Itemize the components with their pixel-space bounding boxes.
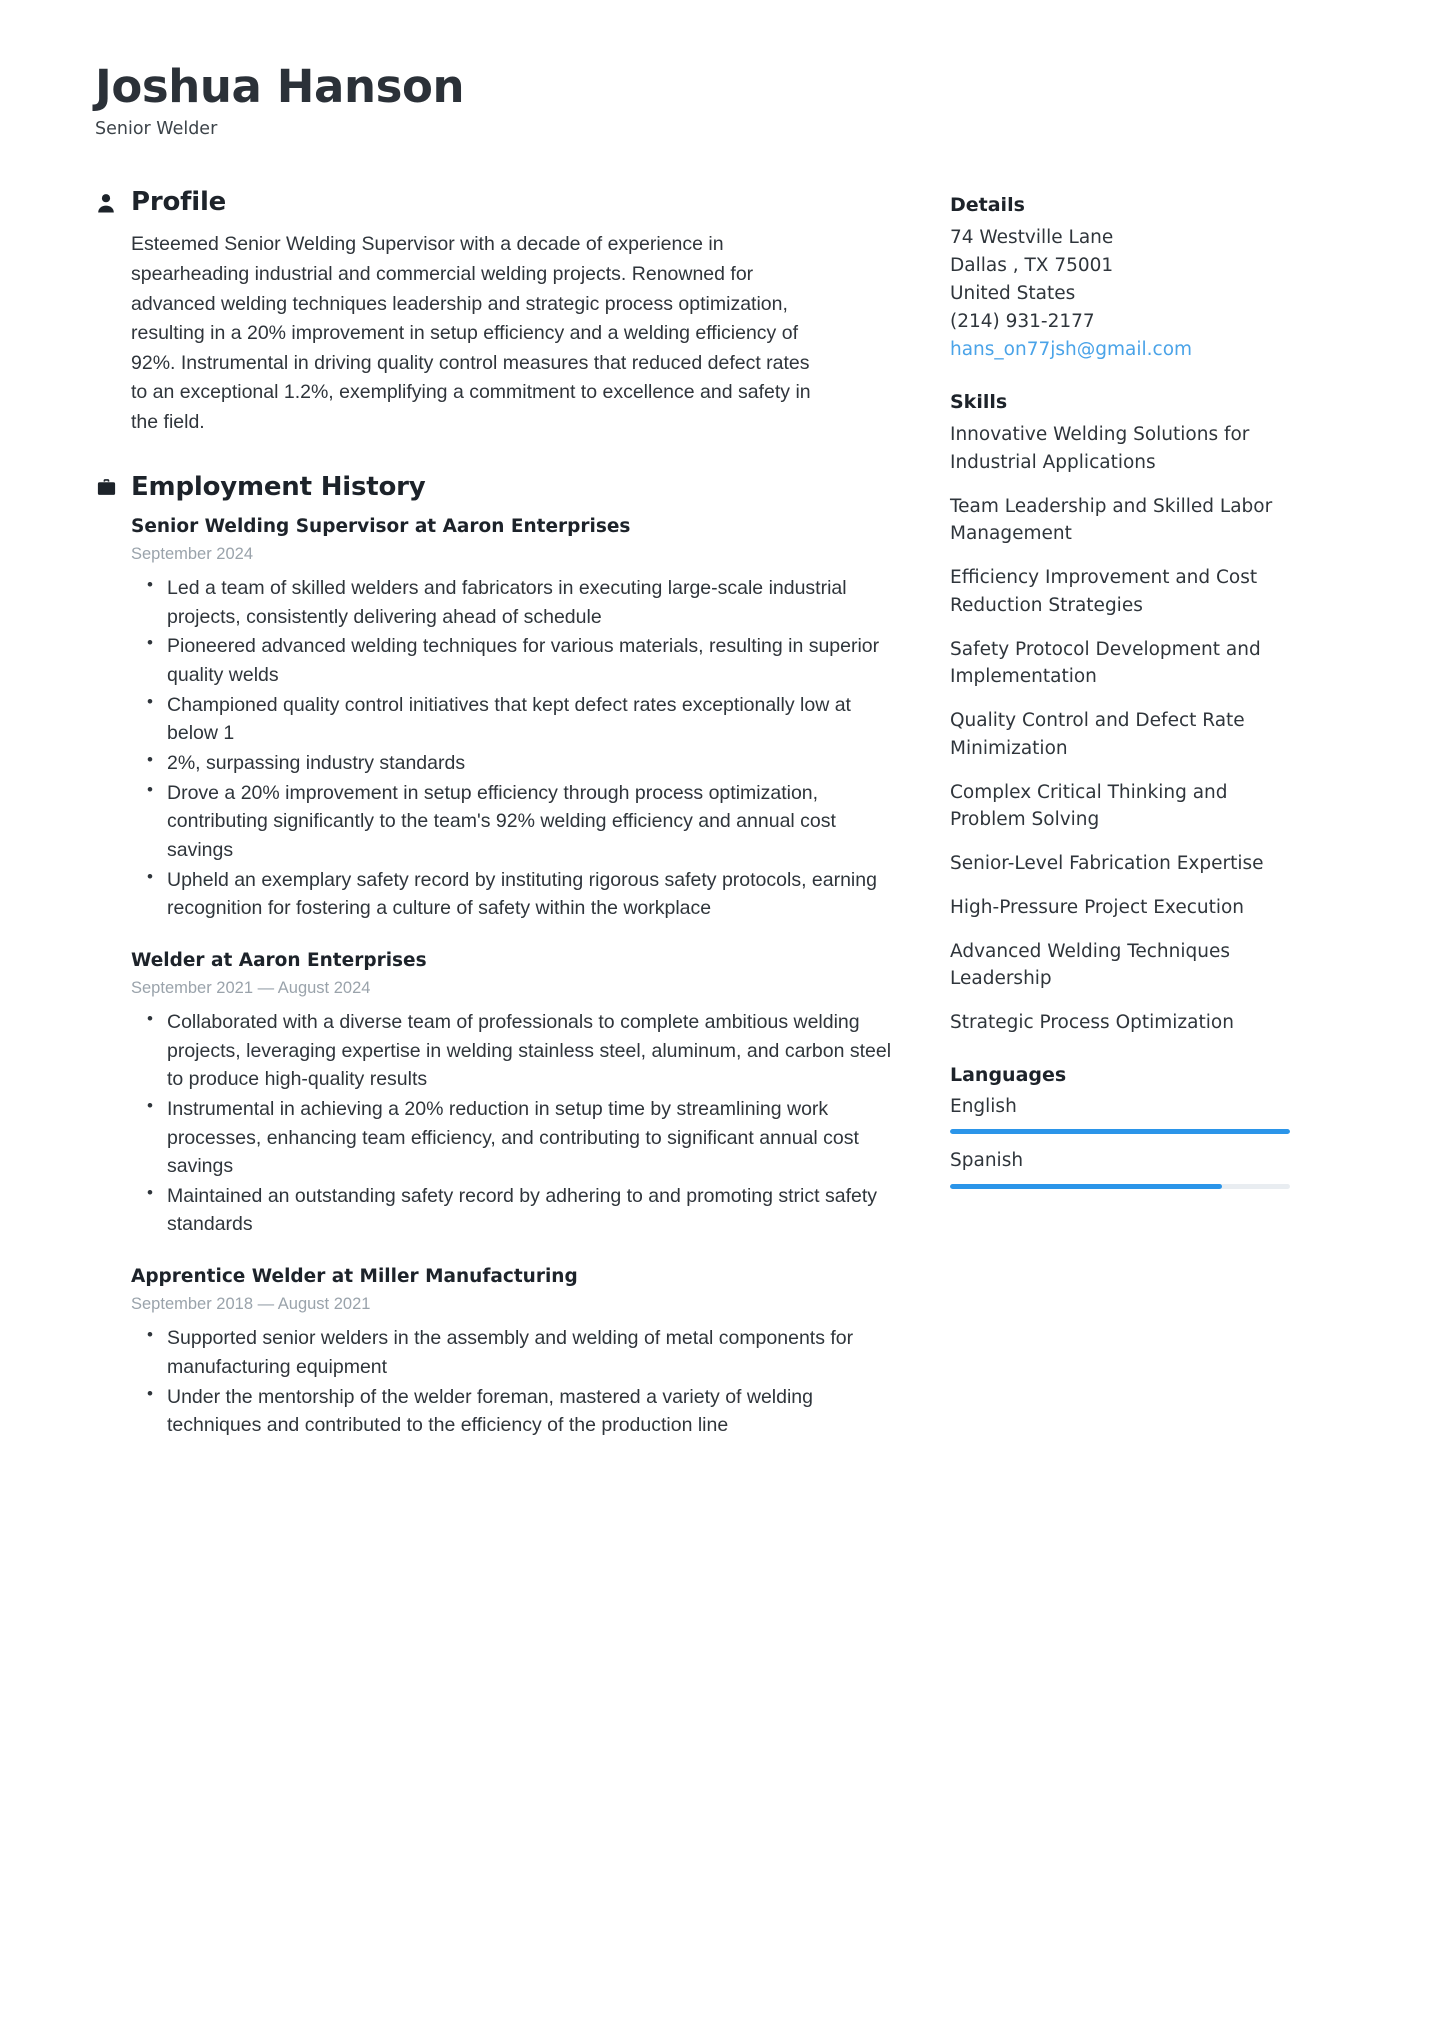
skill-item: Safety Protocol Development and Implementation xyxy=(950,638,1261,688)
language-level-bar xyxy=(950,1129,1290,1134)
detail-email-link[interactable]: hans_on77jsh@gmail.com xyxy=(950,339,1193,361)
profile-text: Esteemed Senior Welding Supervisor with a decade of experience in spearheading industrial and commercial welding projects. Renowned for advanced welding techniques leadership and strategic process optimization, resulting in a 20% improvement in setup efficiency and a welding efficiency of 92%. Instrumental in driving quality control measures that reduced defect rates to an exceptional 1.2%, exemplifying a commitment to excellence and safety in the field. xyxy=(131,233,811,434)
detail-address-line1: 74 Westville Lane xyxy=(950,226,1114,248)
job-bullet: • Led a team of skilled welders and fabricators in executing large-scale industrial projects, consistently delivering ahead of schedule xyxy=(131,574,902,631)
briefcase-icon xyxy=(95,478,117,497)
candidate-name: Joshua Hanson xyxy=(95,60,465,113)
job-bullet: • Supported senior welders in the assembly and welding of metal components for manufacturing equipment xyxy=(131,1324,902,1381)
profile-heading: Profile xyxy=(131,187,227,218)
job-date-range: September 2018 — August 2021 xyxy=(131,1295,371,1314)
skill-item: Innovative Welding Solutions for Industrial Applications xyxy=(950,424,1250,473)
job-bullet: • Collaborated with a diverse team of professionals to complete ambitious welding projects, leveraging expertise in welding stainless steel, aluminum, and carbon steel to produce high-quality results xyxy=(131,1008,902,1094)
profile-section xyxy=(95,187,902,438)
skill-item: Quality Control and Defect Rate Minimization xyxy=(950,710,1245,759)
job-bullet-list xyxy=(131,1008,902,1239)
language-name: Spanish xyxy=(950,1150,1024,1172)
language-item xyxy=(950,1094,1290,1135)
job-entry xyxy=(131,1265,902,1440)
person-icon xyxy=(95,193,117,213)
detail-country: United States xyxy=(950,283,1076,305)
job-date-range: September 2024 xyxy=(131,544,254,563)
skill-item: Strategic Process Optimization xyxy=(950,1012,1234,1034)
details-block xyxy=(950,193,1290,364)
job-bullet: • Maintained an outstanding safety record by adhering to and promoting strict safety standards xyxy=(131,1182,902,1239)
skills-heading: Skills xyxy=(950,391,1008,414)
language-name: English xyxy=(950,1095,1017,1117)
job-entry xyxy=(131,515,902,923)
skill-item: High-Pressure Project Execution xyxy=(950,896,1245,918)
candidate-job-title: Senior Welder xyxy=(95,119,218,140)
profile-body xyxy=(95,230,902,437)
job-bullet-list xyxy=(131,574,902,923)
job-bullet: • Upheld an exemplary safety record by instituting rigorous safety protocols, earning recognition for fostering a culture of safety within the workplace xyxy=(131,866,902,923)
job-bullet: • 2%, surpassing industry standards xyxy=(131,749,902,778)
skill-item: Efficiency Improvement and Cost Reduction Strategies xyxy=(950,567,1258,616)
resume-header xyxy=(95,62,1352,141)
profile-section-header xyxy=(95,187,902,218)
job-bullet-list xyxy=(131,1324,902,1440)
job-bullet: • Under the mentorship of the welder foreman, mastered a variety of welding techniques and contributed to the efficiency of the production line xyxy=(131,1383,902,1440)
details-heading: Details xyxy=(950,194,1025,217)
job-bullet: • Championed quality control initiatives that kept defect rates exceptionally low at below 1 xyxy=(131,691,902,748)
job-title: Senior Welding Supervisor at Aaron Enterprises xyxy=(131,515,631,537)
language-level-fill xyxy=(950,1129,1290,1134)
employment-section xyxy=(95,472,902,1440)
jobs-list xyxy=(131,515,902,1440)
detail-phone: (214) 931-2177 xyxy=(950,311,1095,333)
main-column xyxy=(95,187,950,1474)
job-bullet: • Pioneered advanced welding techniques for various materials, resulting in superior quality welds xyxy=(131,632,902,689)
resume-columns xyxy=(95,187,1352,1474)
language-level-fill xyxy=(950,1184,1222,1189)
skills-list xyxy=(950,421,1290,1037)
skills-block xyxy=(950,390,1290,1036)
employment-heading: Employment History xyxy=(131,471,426,502)
skill-item: Team Leadership and Skilled Labor Management xyxy=(950,495,1273,545)
employment-body xyxy=(95,515,902,1440)
job-entry xyxy=(131,949,902,1239)
sidebar-column xyxy=(950,187,1290,1215)
languages-heading: Languages xyxy=(950,1063,1067,1086)
skill-item: Senior-Level Fabrication Expertise xyxy=(950,853,1264,875)
language-level-bar xyxy=(950,1184,1290,1189)
job-date-range: September 2021 — August 2024 xyxy=(131,978,371,997)
skill-item: Advanced Welding Techniques Leadership xyxy=(950,940,1231,990)
language-item xyxy=(950,1148,1290,1189)
job-title: Welder at Aaron Enterprises xyxy=(131,949,427,971)
skill-item: Complex Critical Thinking and Problem Solving xyxy=(950,781,1228,831)
detail-address-line2: Dallas , TX 75001 xyxy=(950,254,1114,276)
job-bullet: • Drove a 20% improvement in setup efficiency through process optimization, contributing significantly to the team's 92% welding efficiency and annual cost savings xyxy=(131,779,902,865)
languages-list xyxy=(950,1094,1290,1190)
job-bullet: • Instrumental in achieving a 20% reduction in setup time by streamlining work processes, enhancing team efficiency, and contributing to significant annual cost savings xyxy=(131,1095,902,1181)
languages-block xyxy=(950,1063,1290,1189)
employment-section-header xyxy=(95,472,902,503)
job-title: Apprentice Welder at Miller Manufacturing xyxy=(131,1266,578,1288)
